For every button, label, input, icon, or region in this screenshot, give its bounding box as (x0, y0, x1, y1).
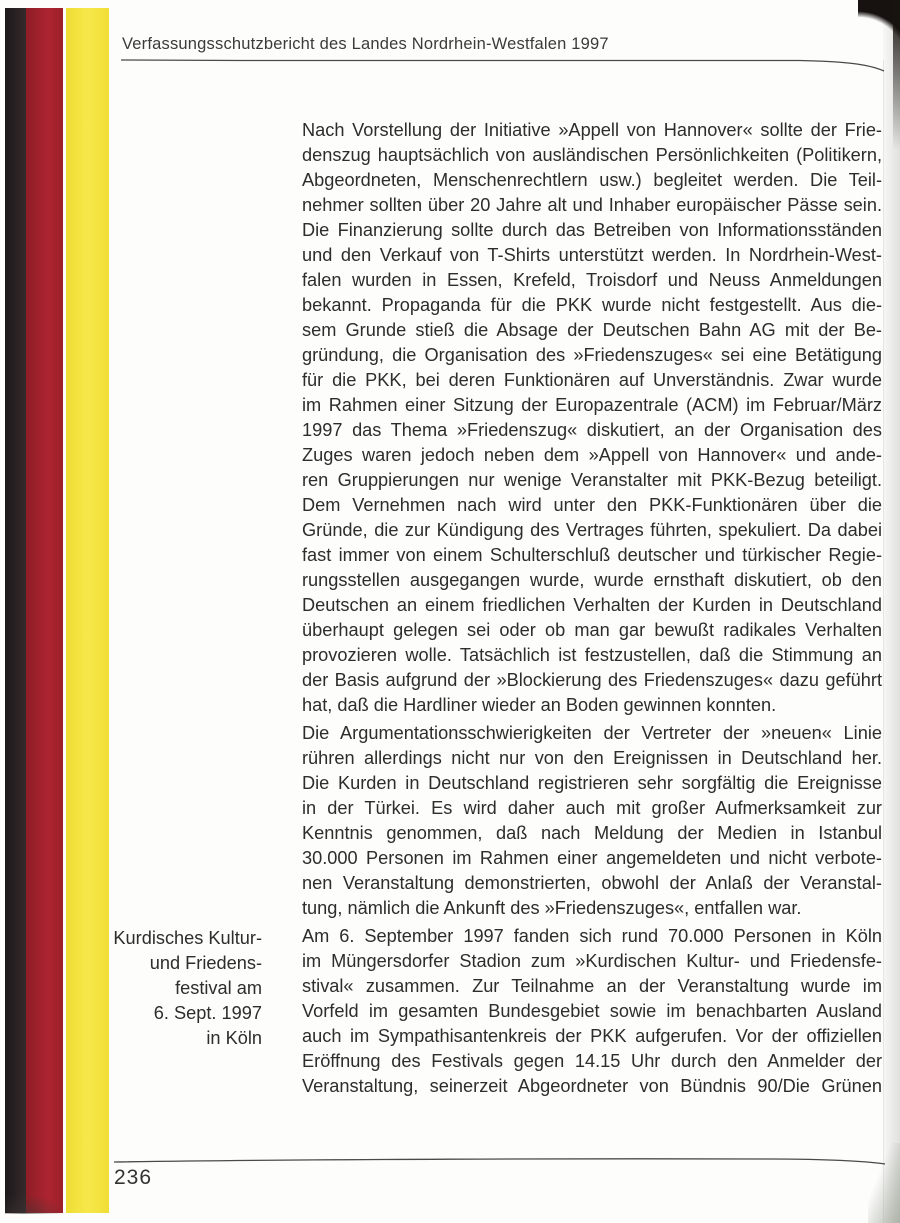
paragraph (302, 118, 882, 718)
running-header-title: Verfassungsschutzbericht des Landes Nordrhein-Westfalen 1997 (122, 35, 609, 53)
text-line: Abgeordneten, Menschenrechtlern usw.) begleitet werden. Die Teil- (302, 170, 882, 190)
text-line: Eröffnung des Festivals gegen 14.15 Uhr durch den Anmelder der (302, 1051, 882, 1071)
text-line: rühren allerdings nicht nur von den Ereignissen in Deutschland her. (302, 748, 882, 768)
text-line: gründung, die Organisation des »Friedenszuges« sei eine Betätigung (302, 345, 882, 365)
margin-note-line: und Friedens- (149, 953, 262, 973)
text-line: Die Kurden in Deutschland registrieren sehr sorgfältig die Ereignisse (302, 773, 882, 793)
flag-stripe-black (5, 8, 26, 1213)
text-line: Am 6. September 1997 fanden sich rund 70.000 Personen in Köln (302, 926, 882, 946)
margin-note-line: in Köln (206, 1028, 262, 1048)
text-line: Nach Vorstellung der Initiative »Appell von Hannover« sollte der Frie- (302, 120, 882, 140)
text-line: auch im Sympathisantenkreis der PKK aufgerufen. Vor der offiziellen (302, 1026, 882, 1046)
text-line: und den Verkauf von T-Shirts unterstützt werden. In Nordrhein-West- (302, 245, 882, 265)
text-line: bekannt. Propaganda für die PKK wurde nicht festgestellt. Aus die- (302, 295, 882, 315)
text-line: provozieren wolle. Tatsächlich ist festzustellen, daß die Stimmung an (302, 645, 882, 665)
footer-rule (112, 1152, 890, 1168)
text-line: sem Grunde stieß die Absage der Deutschen Bahn AG mit der Be- (302, 320, 882, 340)
page-right-edge-shading (883, 0, 900, 1223)
margin-note-line: Kurdisches Kultur- (113, 928, 262, 948)
header-rule (120, 56, 888, 74)
text-line: in der Türkei. Es wird daher auch mit großer Aufmerksamkeit zur (302, 798, 882, 818)
margin-note (88, 926, 262, 1051)
text-line: überhaupt gelegen sei oder ob man gar bewußt radikales Verhalten (302, 620, 882, 640)
text-line: tung, nämlich die Ankunft des »Friedenszuges«, entfallen war. (302, 898, 802, 918)
page-number: 236 (114, 1166, 153, 1189)
text-line: stival« zusammen. Zur Teilnahme an der Veranstaltung wurde im (302, 976, 882, 996)
text-line: der Basis aufgrund der »Blockierung des Friedenszuges« dazu geführt (302, 670, 882, 690)
text-line: Gründe, die zur Kündigung des Vertrages führten, spekuliert. Da dabei (302, 520, 882, 540)
paragraph (302, 721, 882, 921)
text-line: Deutschen an einem friedlichen Verhalten der Kurden in Deutschland (302, 595, 882, 615)
text-line: für die PKK, bei deren Funktionären auf Unverständnis. Zwar wurde (302, 370, 882, 390)
body-text (302, 118, 882, 1099)
text-line: falen wurden in Essen, Krefeld, Troisdorf und Neuss Anmeldungen (302, 270, 882, 290)
text-line: 30.000 Personen im Rahmen einer angemeldeten und nicht verbote- (302, 848, 882, 868)
margin-note-line: 6. Sept. 1997 (153, 1003, 262, 1023)
text-line: im Rahmen einer Sitzung der Europazentrale (ACM) im Februar/März (302, 395, 882, 415)
text-line: nehmer sollten über 20 Jahre alt und Inhaber europäischer Pässe sein. (302, 195, 882, 215)
text-line: denszug hauptsächlich von ausländischen Persönlichkeiten (Politikern, (302, 145, 882, 165)
text-line: rungsstellen ausgegangen wurde, wurde ernsthaft diskutiert, ob den (302, 570, 882, 590)
paragraph (302, 924, 882, 1099)
text-line: ren Gruppierungen nur wenige Veranstalter mit PKK-Bezug beteiligt. (302, 470, 882, 490)
text-line: fast immer von einem Schulterschluß deutscher und türkischer Regie- (302, 545, 882, 565)
text-line: Vorfeld im gesamten Bundesgebiet sowie im benachbarten Ausland (302, 1001, 882, 1021)
text-line: im Müngersdorfer Stadion zum »Kurdischen Kultur- und Friedensfe- (302, 951, 882, 971)
page-right-edge-line (883, 60, 884, 1223)
text-line: 1997 das Thema »Friedenszug« diskutiert, an der Organisation des (302, 420, 882, 440)
flag-stripe-red (26, 8, 63, 1213)
text-line: Dem Vernehmen nach wird unter den PKK-Funktionären über die (302, 495, 882, 515)
page-edge-dark-sliver (893, 0, 900, 150)
margin-note-line: festival am (175, 978, 262, 998)
text-line: nen Veranstaltung demonstrierten, obwohl der Anlaß der Veranstal- (302, 873, 882, 893)
text-line: hat, daß die Hardliner wieder an Boden gewinnen konnten. (302, 695, 777, 715)
text-line: Veranstaltung, seinerzeit Abgeordneter von Bündnis 90/Die Grünen (302, 1076, 882, 1096)
text-line: Zuges waren jedoch neben dem »Appell von Hannover« und ande- (302, 445, 882, 465)
text-line: Die Finanzierung sollte durch das Betreiben von Informationsständen (302, 220, 882, 240)
text-line: Die Argumentationsschwierigkeiten der Vertreter der »neuen« Linie (302, 723, 882, 743)
text-line: Kenntnis genommen, daß nach Meldung der Medien in Istanbul (302, 823, 882, 843)
